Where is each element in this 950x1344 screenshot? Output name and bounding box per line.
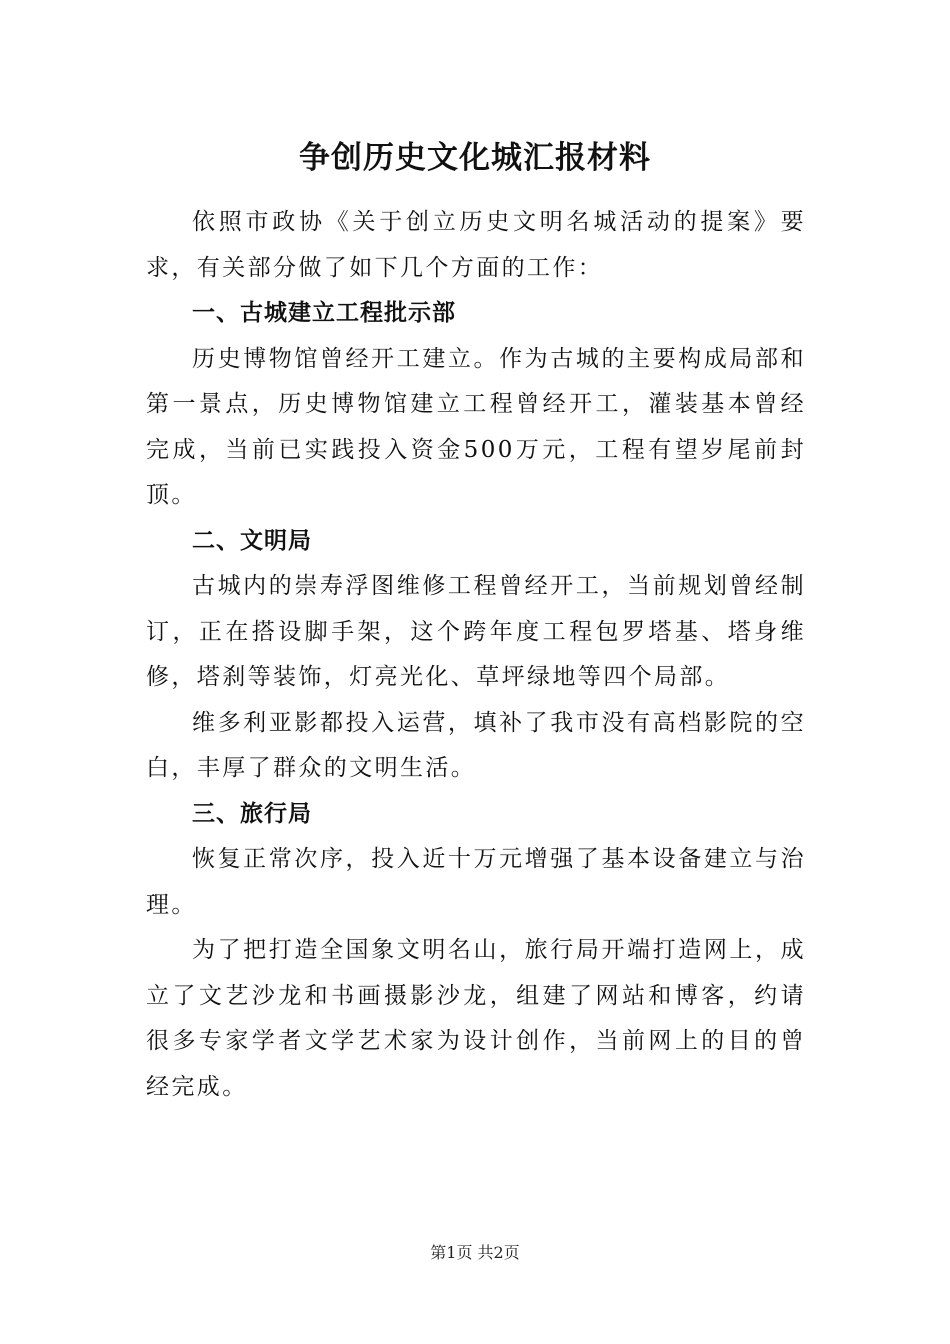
section-3-paragraph-2: 为了把打造全国象文明名山，旅行局开端打造网上，成立了文艺沙龙和书画摄影沙龙，组建了网站和博客，约请很多专家学者文学艺术家为设计创作，当前网上的目的曾经完成。 bbox=[146, 937, 806, 1100]
section-heading-3: 三、旅行局 bbox=[192, 800, 312, 827]
intro-paragraph: 依照市政协《关于创立历史文明名城活动的提案》要求，有关部分做了如下几个方面的工作： bbox=[146, 209, 806, 281]
section-1-paragraph-1: 历史博物馆曾经开工建立。作为古城的主要构成局部和第一景点，历史博物馆建立工程曾经开工，灌装基本曾经完成，当前已实践投入资金500万元，工程有望岁尾前封顶。 bbox=[146, 345, 806, 508]
page-footer: 第1页 共2页 bbox=[430, 1243, 520, 1262]
document-title: 争创历史文化城汇报材料 bbox=[299, 140, 651, 176]
section-heading-2: 二、文明局 bbox=[192, 527, 312, 554]
section-2-paragraph-2: 维多利亚影都投入运营，填补了我市没有高档影院的空白，丰厚了群众的文明生活。 bbox=[146, 709, 806, 781]
section-3-paragraph-1: 恢复正常次序，投入近十万元增强了基本设备建立与治理。 bbox=[146, 846, 806, 918]
section-2-paragraph-1: 古城内的崇寿浮图维修工程曾经开工，当前规划曾经制订，正在搭设脚手架，这个跨年度工程包罗塔基、塔身维修，塔刹等装饰，灯亮光化、草坪绿地等四个局部。 bbox=[146, 573, 806, 690]
document-body bbox=[146, 200, 806, 1110]
section-heading-1: 一、古城建立工程批示部 bbox=[192, 300, 456, 326]
